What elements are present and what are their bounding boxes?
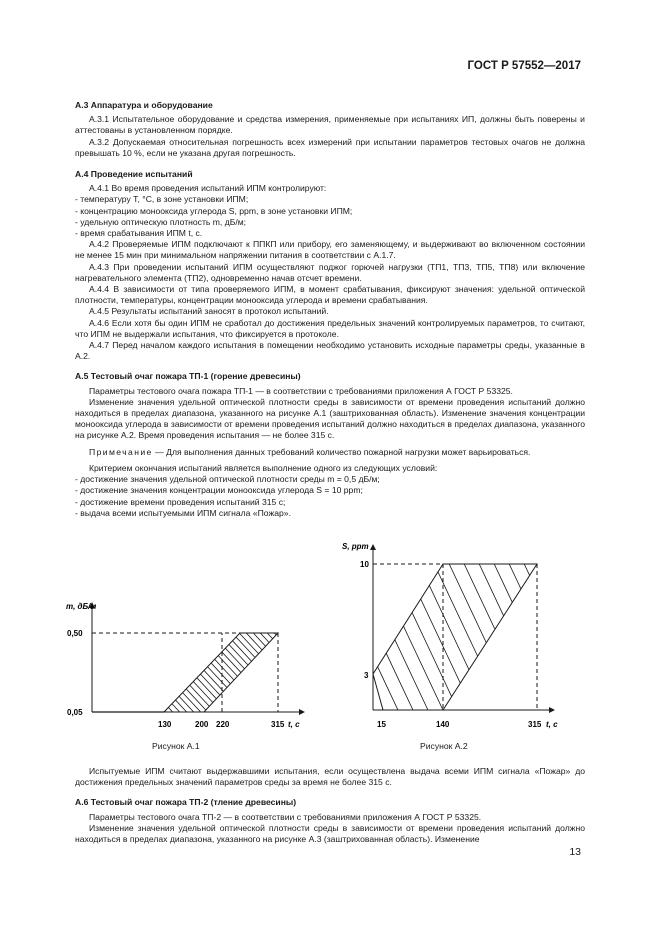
paragraph: Испытуемые ИПМ считают выдержавшими испытания, если осуществлена выдача всеми ИПМ сигнала «Пожар» до достижения предельных значений параметров среды за время не более 315 с.	[75, 766, 585, 788]
list-item: - достижение значения удельной оптической плотности среды m = 0,5 дБ/м;	[75, 474, 380, 485]
hatch-line	[250, 555, 330, 725]
hatch-line	[554, 595, 661, 735]
hatch-line	[533, 595, 661, 735]
hatch-line	[0, 595, 103, 735]
a2-ytick: 10	[360, 560, 369, 569]
hatch-line	[505, 595, 635, 735]
hatch-line	[610, 595, 661, 735]
hatch-line	[561, 595, 661, 735]
hatch-line	[385, 555, 465, 725]
hatch-line	[120, 595, 250, 735]
hatch-line	[160, 555, 240, 725]
hatch-line	[302, 595, 432, 735]
paragraph: Критерием окончания испытаний является выполнение одного из следующих условий:	[89, 462, 438, 473]
hatch-line	[274, 595, 404, 735]
paragraph: А.4.5 Результаты испытаний заносят в протокол испытаний.	[89, 306, 329, 317]
a1-ytick: 0,05	[67, 708, 83, 717]
hatch-line	[617, 595, 661, 735]
paragraph: А.4.4 В зависимости от типа проверяемого ИПМ, в момент срабатывания, фиксируют значения: удельной оптической плотности, температуры, концентрации монооксида углерода и времени срабатывания.	[75, 284, 585, 306]
hatch-line	[176, 595, 306, 735]
hatch-line	[580, 555, 660, 725]
hatch-line	[0, 595, 5, 735]
hatch-line	[370, 555, 450, 725]
hatch-line	[85, 595, 215, 735]
hatch-line	[162, 595, 292, 735]
list-item: - температуру T, °С, в зоне установки ИПМ;	[75, 194, 249, 205]
hatch-line	[325, 555, 405, 725]
hatch-line	[0, 555, 60, 725]
figure-a1-caption: Рисунок А.1	[152, 741, 200, 751]
hatch-line	[295, 555, 375, 725]
hatch-line	[475, 555, 555, 725]
hatch-line	[0, 595, 33, 735]
hatch-line	[568, 595, 661, 735]
hatch-line	[0, 595, 68, 735]
page-number: 13	[569, 846, 581, 858]
figure-a2	[0, 542, 661, 729]
hatch-line	[288, 595, 418, 735]
hatch-line	[498, 595, 628, 735]
hatch-line	[351, 595, 481, 735]
hatch-line	[265, 555, 345, 725]
hatch-line	[183, 595, 313, 735]
hatch-line	[205, 555, 285, 725]
hatch-line	[0, 595, 47, 735]
hatch-line	[190, 555, 270, 725]
a2-xtick: 315	[528, 720, 542, 729]
a1-ylabel: m, дБ/м	[66, 602, 97, 611]
hatch-line	[55, 555, 135, 725]
hatch-line	[490, 555, 570, 725]
list-item: - время срабатывания ИПМ t, с.	[75, 228, 203, 239]
hatch-line	[449, 595, 579, 735]
hatch-line	[134, 595, 264, 735]
a1-xlabel: t, с	[288, 720, 300, 729]
hatch-line	[280, 555, 360, 725]
section-a3-title: А.3 Аппаратура и оборудование	[75, 100, 213, 110]
hatch-line	[460, 555, 540, 725]
hatch-line	[540, 595, 661, 735]
hatch-line	[235, 555, 315, 725]
hatch-line	[309, 595, 439, 735]
hatch-line	[625, 555, 661, 725]
note-label: Примечание	[89, 446, 153, 457]
hatch-line	[71, 595, 201, 735]
hatch-line	[253, 595, 383, 735]
hatch-line	[463, 595, 593, 735]
hatch-line	[610, 555, 661, 725]
paragraph: Параметры тестового очага пожара ТП-1 — в соответствии с требованиями приложения А ГОСТ Р 53325.	[89, 385, 513, 396]
hatch-line	[386, 595, 516, 735]
hatch-line	[435, 595, 565, 735]
hatch-line	[113, 595, 243, 735]
note-text: — Для выполнения данных требований количество пожарной нагрузки может варьироваться.	[152, 446, 531, 457]
hatch-line	[106, 595, 236, 735]
hatch-line	[505, 555, 585, 725]
hatch-line	[225, 595, 355, 735]
hatch-line	[239, 595, 369, 735]
hatch-line	[0, 595, 124, 735]
hatch-line	[232, 595, 362, 735]
paragraph: А.4.1 Во время проведения испытаний ИПМ контролируют:	[89, 183, 327, 194]
section-a4-title: А.4 Проведение испытаний	[75, 169, 193, 180]
a1-hatching	[0, 595, 661, 735]
hatch-line	[64, 595, 194, 735]
hatch-line	[589, 595, 661, 735]
hatch-line	[323, 595, 453, 735]
hatch-line	[92, 595, 222, 735]
hatch-line	[0, 595, 54, 735]
figures-area	[66, 535, 590, 760]
hatch-line	[295, 595, 425, 735]
hatch-line	[260, 595, 390, 735]
text-block-bottom	[75, 766, 585, 845]
hatch-line	[0, 595, 40, 735]
note	[75, 447, 585, 458]
hatch-line	[582, 595, 661, 735]
hatch-line	[442, 595, 572, 735]
paragraph: А.3.2 Допускаемая относительная погрешность всех измерений при испытании параметров тестовых очагов не должна превышать 10 %, если не указана другая погрешность.	[75, 136, 585, 158]
hatch-line	[0, 555, 45, 725]
a1-xtick: 315	[271, 720, 285, 729]
hatch-line	[355, 555, 435, 725]
a1-xtick: 220	[216, 720, 230, 729]
hatch-line	[595, 555, 661, 725]
paragraph: Изменение значения удельной оптической плотности среды в зависимости от времени проведения испытаний должно находиться в пределах диапазона, указанного на рисунке А.1 (заштрихованная область). Изменение значения концентрации монооксида углерода в зависимости от времени проведения испытаний должно находиться в пределах диапазона, указанного на рисунке А.2. Время проведения испытания — не более 315 с.	[75, 396, 585, 441]
hatch-line	[0, 555, 30, 725]
list-item: - достижение значения концентрации монооксида углерода S = 10 ppm;	[75, 485, 363, 496]
a1-band	[164, 633, 278, 712]
hatch-line	[127, 595, 257, 735]
list-item: - концентрацию монооксида углерода S, ppm, в зоне установки ИПМ;	[75, 205, 353, 216]
hatch-line	[145, 555, 225, 725]
hatch-line	[535, 555, 615, 725]
hatch-line	[596, 595, 661, 735]
hatch-line	[310, 555, 390, 725]
hatch-line	[645, 595, 661, 735]
hatch-line	[491, 595, 621, 735]
paragraph: А.4.3 При проведении испытаний ИПМ осуществляют поджог горючей нагрузки (ТП1, ТП3, ТП5, ТП8) или включение нагревательного элемента (ТП2), одновременно начав отсчет времени.	[75, 261, 585, 283]
figures-svg	[66, 535, 590, 760]
hatch-line	[211, 595, 341, 735]
hatch-line	[218, 595, 348, 735]
hatch-line	[470, 595, 600, 735]
hatch-line	[445, 555, 525, 725]
hatch-line	[0, 555, 75, 725]
hatch-line	[10, 555, 90, 725]
hatch-line	[100, 555, 180, 725]
hatch-line	[1, 595, 131, 735]
hatch-line	[29, 595, 159, 735]
hatch-line	[400, 555, 480, 725]
a2-hatching	[0, 555, 661, 725]
hatch-line	[0, 595, 61, 735]
hatch-line	[428, 595, 558, 735]
hatch-line	[512, 595, 642, 735]
hatch-line	[175, 555, 255, 725]
figure-a1	[0, 595, 661, 735]
hatch-line	[316, 595, 446, 735]
hatch-line	[0, 595, 19, 735]
paragraph: Параметры тестового очага ТП-2 — в соответствии с требованиями приложения А ГОСТ Р 53325.	[89, 811, 482, 822]
paragraph: А.3.1 Испытательное оборудование и средства измерения, применяемые при испытаниях ИП, должны быть поверены и аттестованы в установленном порядке.	[75, 114, 585, 136]
hatch-line	[456, 595, 586, 735]
hatch-line	[0, 595, 26, 735]
hatch-line	[421, 595, 551, 735]
hatch-line	[43, 595, 173, 735]
paragraph: Изменение значения удельной оптической плотности среды в зависимости от времени проведения испытаний должно находиться в пределах диапазона, указанного на рисунке А.3 (заштрихованная область). Изменение	[75, 822, 585, 845]
hatch-line	[169, 595, 299, 735]
hatch-line	[430, 555, 510, 725]
list-item: - выдача всеми испытуемыми ИПМ сигнала «Пожар».	[75, 507, 291, 518]
hatch-line	[550, 555, 630, 725]
hatch-line	[0, 595, 117, 735]
hatch-line	[115, 555, 195, 725]
hatch-line	[267, 595, 397, 735]
paragraph: А.4.6 Если хотя бы один ИПМ не сработал до достижения предельных значений контролируемых параметров, то считают, что ИПМ не выдержали испытания, что фиксируется в протоколе.	[75, 317, 585, 339]
hatch-line	[246, 595, 376, 735]
a1-xtick: 130	[158, 720, 172, 729]
hatch-line	[655, 555, 661, 725]
hatch-line	[640, 555, 661, 725]
hatch-line	[0, 595, 12, 735]
list-item: - достижение времени проведения испытаний 315 с;	[75, 496, 286, 507]
hatch-line	[519, 595, 649, 735]
figure-a2-caption: Рисунок А.2	[420, 741, 468, 751]
hatch-line	[141, 595, 271, 735]
a1-ytick: 0,50	[67, 629, 83, 638]
hatch-line	[22, 595, 152, 735]
hatch-line	[520, 555, 600, 725]
hatch-line	[204, 595, 334, 735]
a2-ytick: 3	[364, 671, 369, 680]
hatch-line	[25, 555, 105, 725]
paragraph: А.4.2 Проверяемые ИПМ подключают к ППКП или прибору, его заменяющему, и выдерживают во включенном состоянии не менее 15 мин при минимальном напряжении питания в соответствии с А.1.7.	[75, 239, 585, 261]
hatch-line	[414, 595, 544, 735]
hatch-line	[344, 595, 474, 735]
a2-xtick: 15	[377, 720, 386, 729]
hatch-line	[526, 595, 656, 735]
a2-ylabel: S, ppm	[342, 542, 369, 551]
hatch-line	[565, 555, 645, 725]
a2-xlabel: t, с	[546, 720, 558, 729]
hatch-line	[575, 595, 661, 735]
a1-xtick: 200	[195, 720, 209, 729]
hatch-line	[603, 595, 661, 735]
hatch-line	[130, 555, 210, 725]
hatch-line	[148, 595, 278, 735]
hatch-line	[330, 595, 460, 735]
hatch-line	[638, 595, 661, 735]
hatch-line	[0, 595, 110, 735]
section-a6-title: А.6 Тестовый очаг пожара ТП-2 (тление древесины)	[75, 797, 297, 808]
hatch-line	[624, 595, 661, 735]
hatch-line	[0, 555, 15, 725]
hatch-line	[197, 595, 327, 735]
list-item: - удельную оптическую плотность m, дБ/м;	[75, 216, 247, 227]
hatch-line	[631, 595, 661, 735]
section-a5-title: А.5 Тестовый очаг пожара ТП-1 (горение древесины)	[75, 371, 301, 382]
a2-band	[373, 564, 537, 710]
hatch-line	[400, 595, 530, 735]
hatch-line	[36, 595, 166, 735]
hatch-line	[40, 555, 120, 725]
hatch-line	[547, 595, 661, 735]
paragraph: А.4.7 Перед началом каждого испытания в помещении необходимо установить исходные параметры среды, указанные в А.2.	[75, 340, 585, 362]
hatch-line	[415, 555, 495, 725]
hatch-line	[477, 595, 607, 735]
hatch-line	[652, 595, 661, 735]
hatch-line	[78, 595, 208, 735]
hatch-line	[70, 555, 150, 725]
hatch-line	[365, 595, 495, 735]
document-id: ГОСТ Р 57552—2017	[467, 60, 581, 72]
hatch-line	[0, 595, 75, 735]
hatch-line	[155, 595, 285, 735]
hatch-line	[85, 555, 165, 725]
hatch-line	[337, 595, 467, 735]
a2-xtick: 140	[436, 720, 450, 729]
hatch-line	[358, 595, 488, 735]
text-block-top	[75, 93, 585, 519]
